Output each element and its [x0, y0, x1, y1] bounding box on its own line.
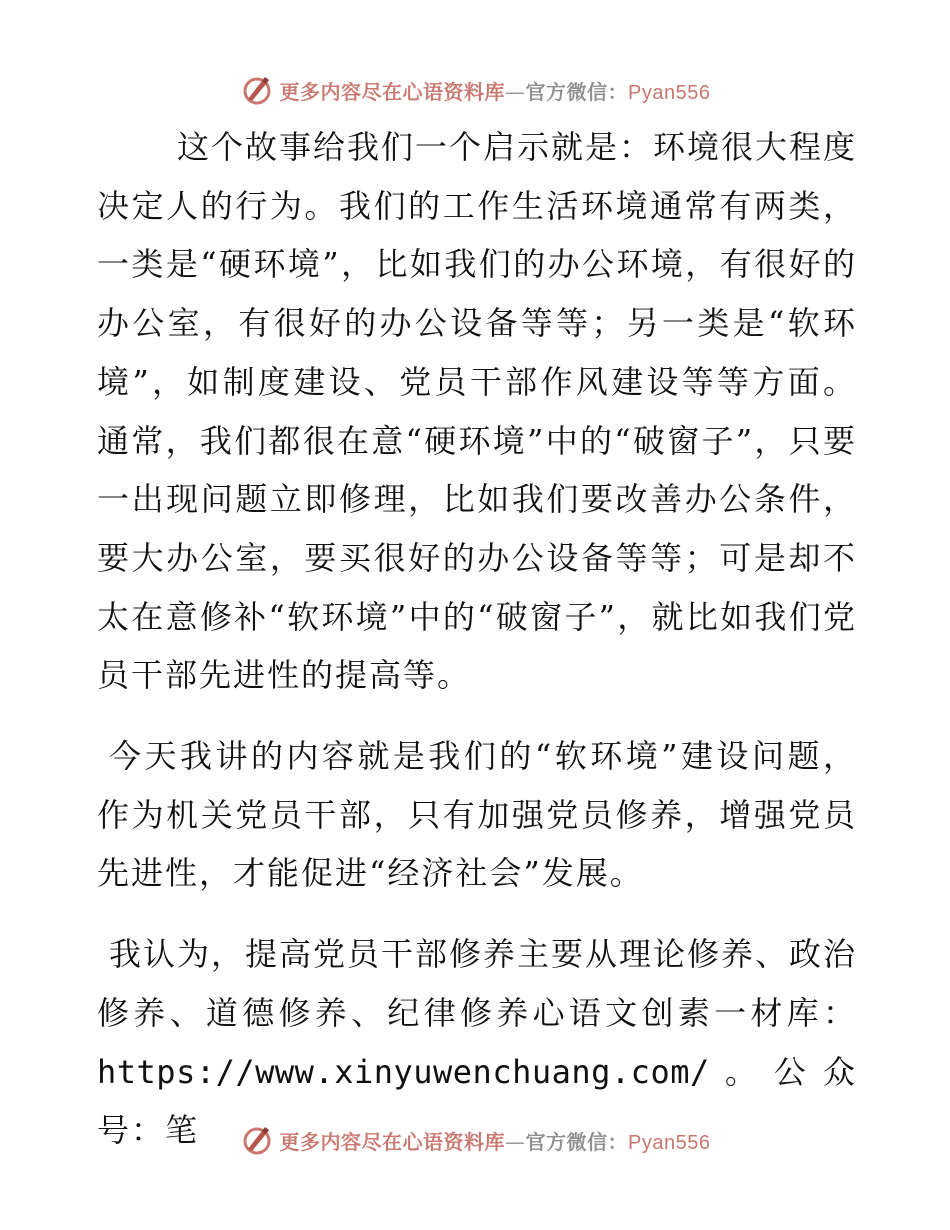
watermark-text [280, 1126, 711, 1155]
document-body [97, 118, 857, 1160]
paragraph-1: 这个故事给我们一个启示就是：环境很大程度决定人的行为。我们的工作生活环境通常有两类，一类是“硬环境”，比如我们的办公环境，有很好的办公室，有很好的办公设备等等；另一类是“软环境”，如制度建设、党员干部作风建设等等方面。通常，我们都很在意“硬环境”中的“破窗子”，只要一出现问题立即修理，比如我们要改善办公条件，要大办公室，要买很好的办公设备等等；可是却不太在意修补“软环境”中的“破窗子”，就比如我们党员干部先进性的提高等。 [97, 128, 858, 695]
pen-swirl-logo-icon [240, 1123, 274, 1157]
watermark-text [280, 76, 711, 105]
header-watermark [0, 70, 950, 110]
watermark-separator: — [505, 79, 526, 104]
watermark-wechat-id: Pyan556 [628, 81, 711, 104]
footer-watermark [0, 1120, 950, 1160]
paragraph-2: 今天我讲的内容就是我们的“软环境”建设问题，作为机关党员干部，只有加强党员修养，增强党员先进性，才能促进“经济社会”发展。 [97, 737, 857, 893]
pen-swirl-logo-icon [240, 73, 274, 107]
paragraph-3-text: 我认为，提高党员干部修养主要从理论修养、政治修养、道德修养、纪律修养心语文创素一材库： [97, 935, 858, 1032]
website-link[interactable]: https://www.xinyuwenchuang.com/ [97, 1052, 710, 1091]
watermark-label: 官方微信： [525, 1129, 629, 1154]
watermark-label: 官方微信： [525, 79, 629, 104]
watermark-main: 更多内容尽在心语资料库 [279, 1129, 506, 1154]
paragraph-3-tail: 。公众号：笔 [97, 1052, 857, 1150]
watermark-wechat-id: Pyan556 [628, 1131, 711, 1154]
watermark-separator: — [505, 1129, 526, 1154]
watermark-main: 更多内容尽在心语资料库 [279, 79, 506, 104]
